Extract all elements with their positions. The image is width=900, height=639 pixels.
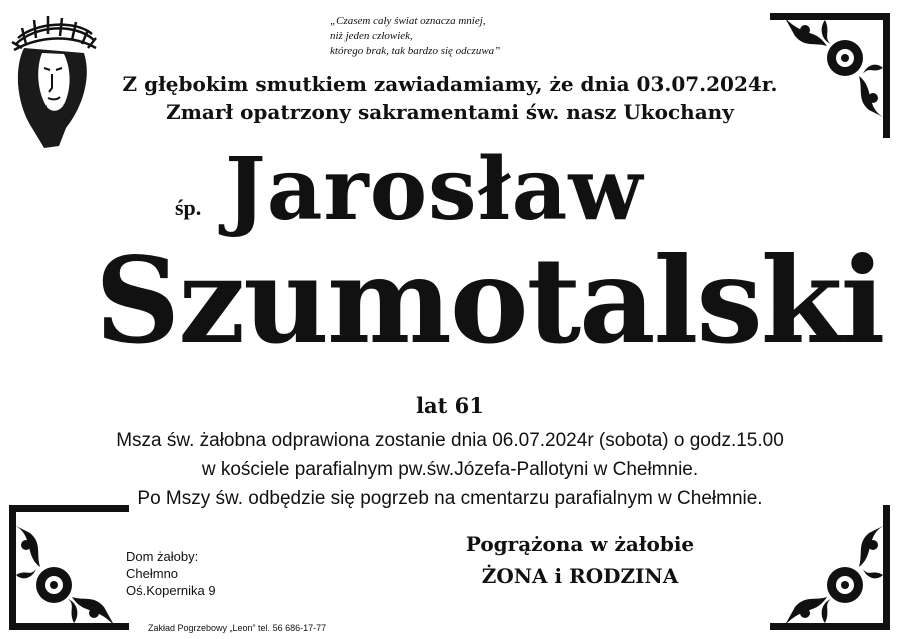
funeral-home-label: Dom żałoby:	[126, 549, 199, 564]
name-prefix: śp.	[175, 195, 202, 220]
service-line: Msza św. żałobna odprawiona zostanie dnia 06.07.2024r (sobota) o godz.15.00	[116, 430, 784, 451]
first-name: Jarosław	[225, 139, 644, 240]
quote-line: niż jeden człowiek,	[330, 30, 413, 42]
floral-corner-ornament-icon	[765, 500, 895, 635]
service-line: w kościele parafialnym pw.św.Józefa-Pallotyni w Chełmnie.	[201, 459, 699, 480]
announcement-headline	[90, 70, 810, 126]
service-details	[80, 426, 820, 513]
funeral-home-address	[126, 548, 286, 599]
mourners	[420, 528, 740, 592]
mourners-line: Pogrążona w żałobie	[465, 532, 695, 556]
floral-corner-ornament-icon	[4, 500, 134, 635]
memorial-quote	[330, 14, 590, 59]
christ-portrait-icon	[4, 8, 104, 153]
funeral-home-city: Chełmno	[126, 566, 179, 581]
funeral-home-street: Oś.Kopernika 9	[126, 583, 216, 598]
service-line: Po Mszy św. odbędzie się pogrzeb na cmentarzu parafialnym w Chełmnie.	[137, 488, 763, 509]
mourners-line: ŻONA i RODZINA	[481, 564, 679, 588]
quote-line: „Czasem cały świat oznacza mniej,	[330, 15, 486, 27]
headline-line: Z głębokim smutkiem zawiadamiamy, że dnia 03.07.2024r.	[122, 72, 778, 96]
headline-line: Zmarł opatrzony sakramentami św. nasz Ukochany	[166, 100, 734, 124]
age: lat 61	[416, 393, 484, 418]
quote-line: którego brak, tak bardzo się odczuwa”	[330, 45, 501, 57]
undertaker-footer: Zakład Pogrzebowy „Leon” tel. 56 686-17-77	[148, 623, 327, 633]
last-name: Szumotalski	[95, 231, 884, 370]
